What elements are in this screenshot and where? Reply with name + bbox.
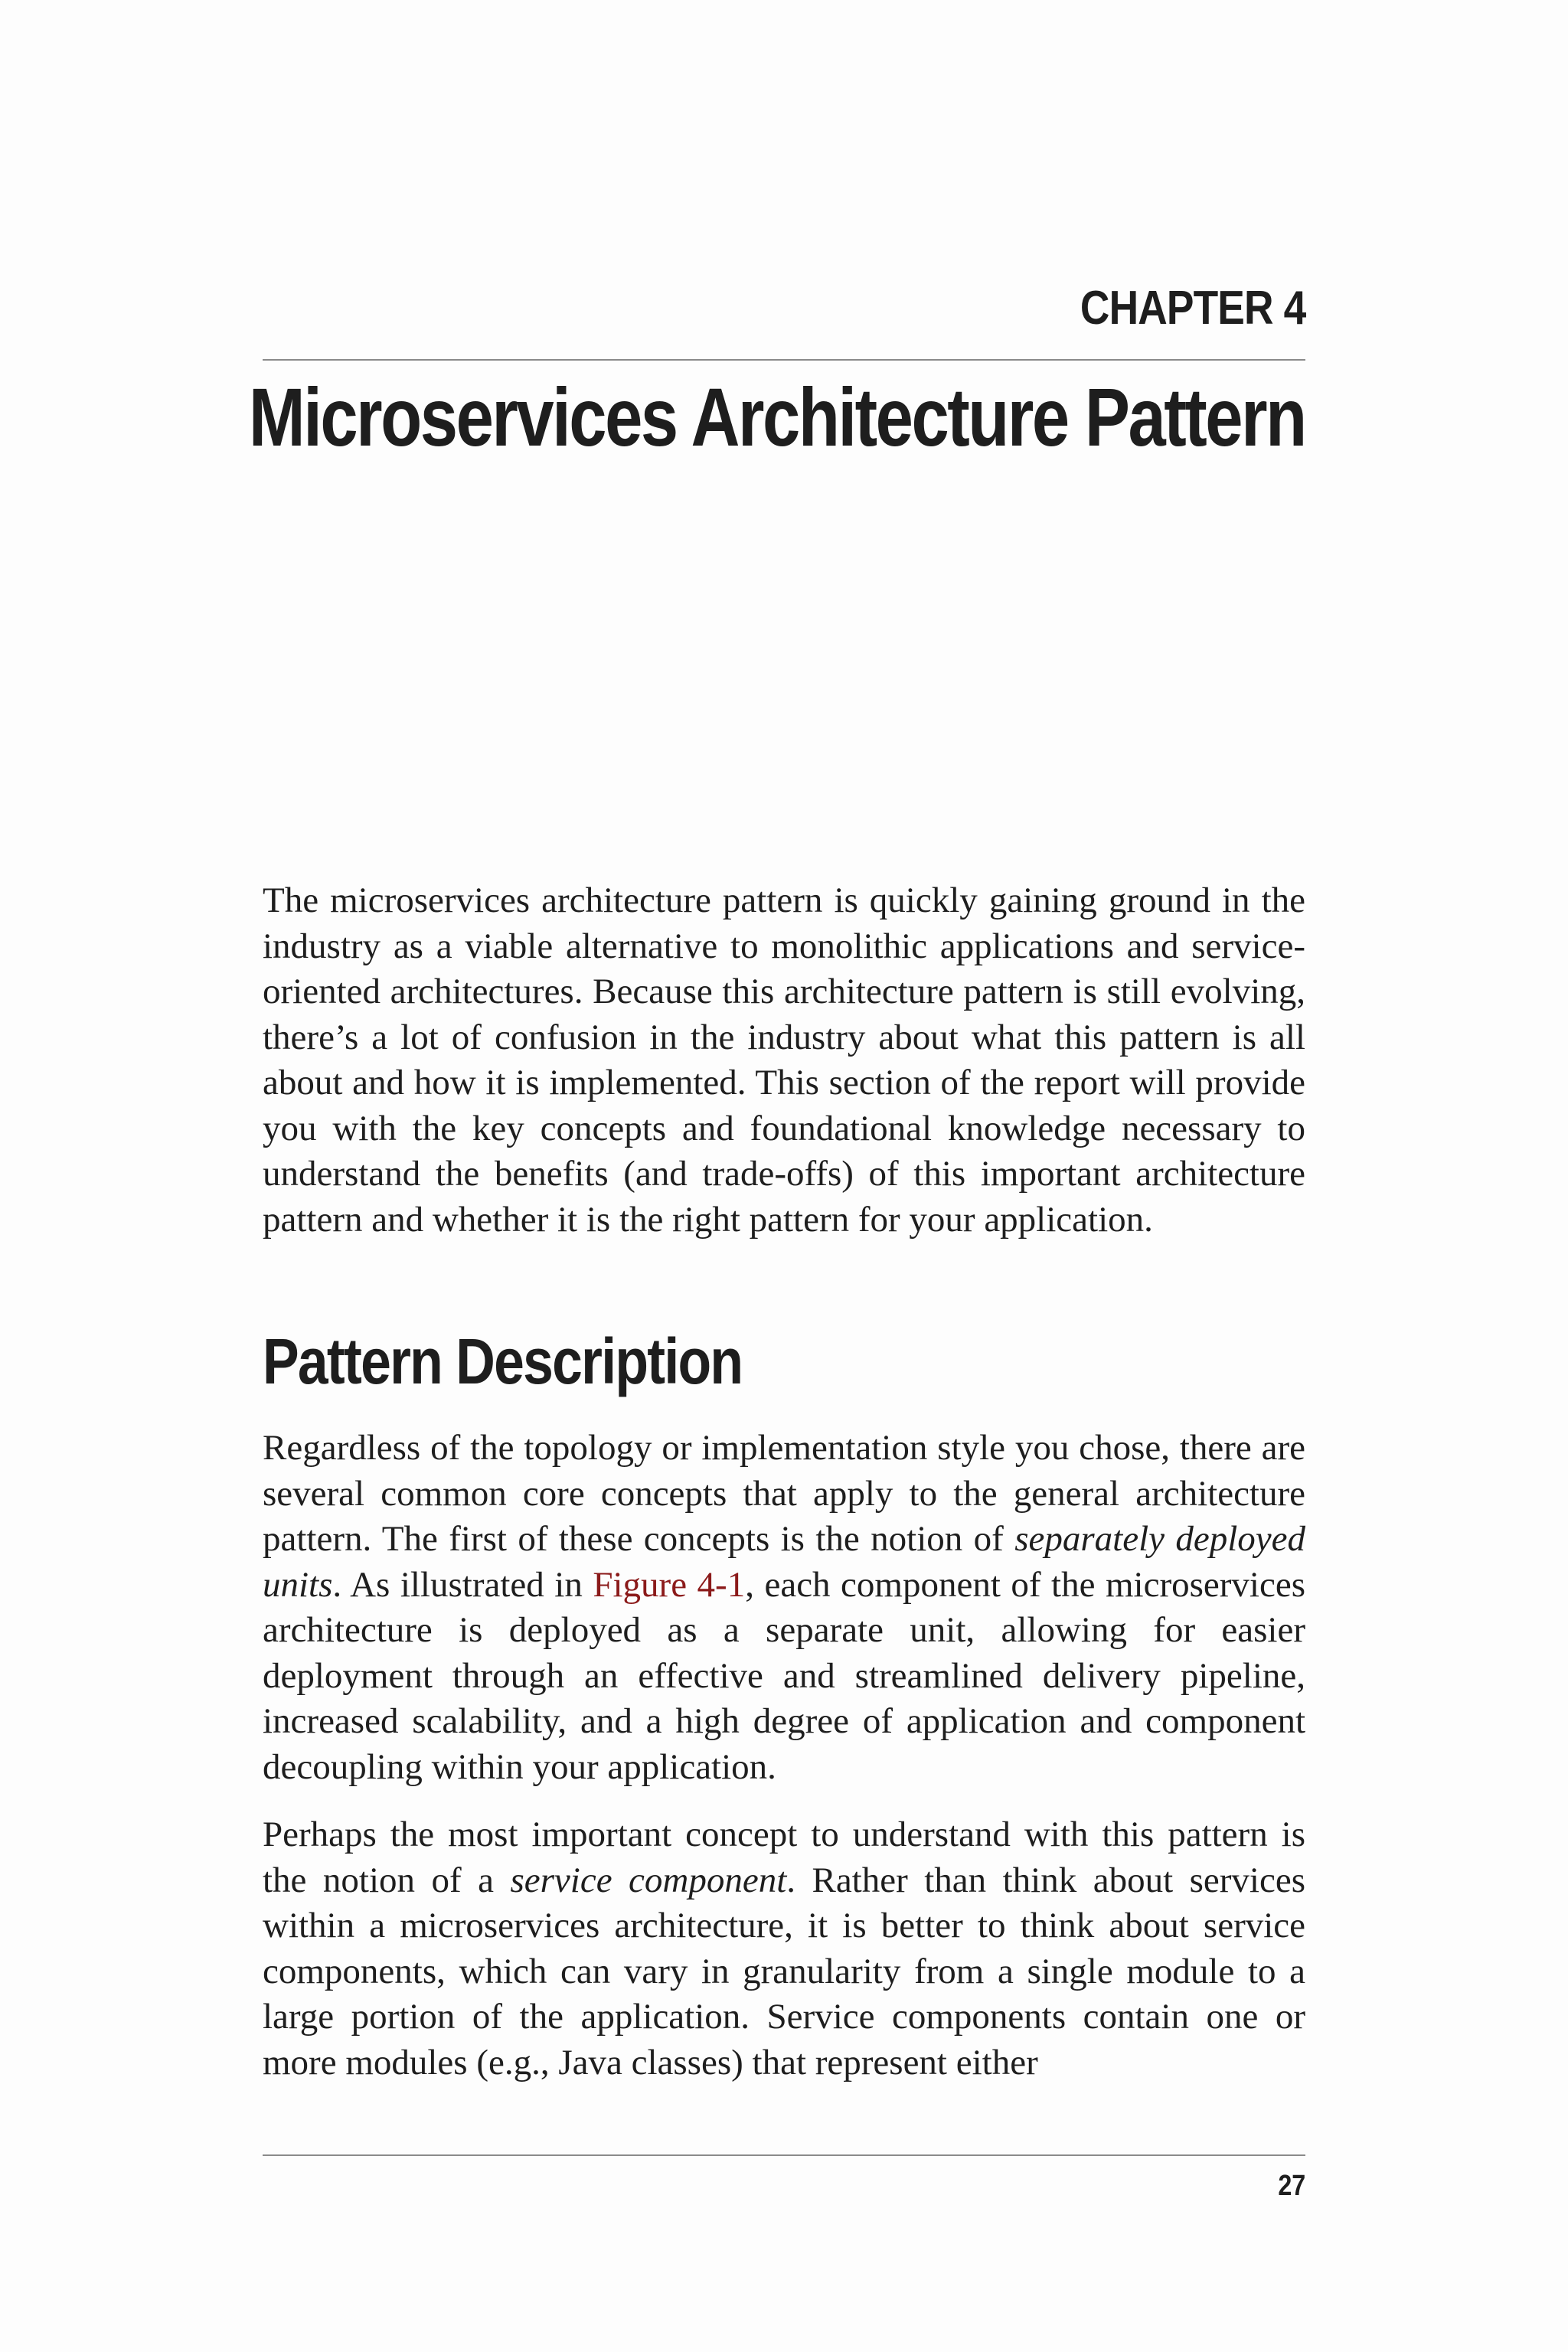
text-run: Perhaps the most important concept to understand with this pattern is the notion of a bbox=[263, 1815, 1305, 1900]
body-paragraph-2 bbox=[263, 1812, 1305, 2086]
body-paragraph-1 bbox=[263, 1426, 1305, 1790]
footer-rule bbox=[263, 2154, 1305, 2156]
chapter-label: CHAPTER 4 bbox=[1080, 282, 1305, 335]
text-run: Regardless of the topology or implementation style you chose, there are several common core concepts that apply to the general architecture pattern. The first of these concepts is the notion of bbox=[263, 1428, 1305, 1559]
section-heading: Pattern Description bbox=[263, 1325, 743, 1397]
chapter-rule bbox=[263, 359, 1305, 361]
emphasis-text: service component bbox=[510, 1860, 787, 1900]
text-run: , each component of the microservices architecture is deployed as a separate unit, allowing for easier deployment through an effective and streamlined delivery pipeline, increased scalability, and a high degree of application and component decoupling within your application. bbox=[263, 1564, 1305, 1787]
intro-paragraph: The microservices architecture pattern is quickly gaining ground in the industry as a viable alternative to monolithic applications and service-oriented architectures. Because this architecture pattern is still evolving, there’s a lot of confusion in the industry about what this pattern is all about and how it is implemented. This section of the report will provide you with the key concepts and foundational knowledge necessary to understand the benefits (and trade-offs) of this important architecture pattern and whether it is the right pattern for your application. bbox=[263, 880, 1305, 1240]
chapter-title: Microservices Architecture Pattern bbox=[249, 371, 1305, 463]
page-number: 27 bbox=[1278, 2170, 1305, 2202]
figure-link[interactable]: Figure 4-1 bbox=[593, 1564, 746, 1605]
text-run: . As illustrated in bbox=[332, 1564, 593, 1605]
emphasis-text: separately deployed units bbox=[263, 1519, 1306, 1605]
text-run: . Rather than think about services within a microservices architecture, it is better to think about service components, which can vary in granularity from a single module to a large portion of the application. Service components contain one or more modules (e.g., Java classes) that represent either bbox=[263, 1860, 1305, 2082]
